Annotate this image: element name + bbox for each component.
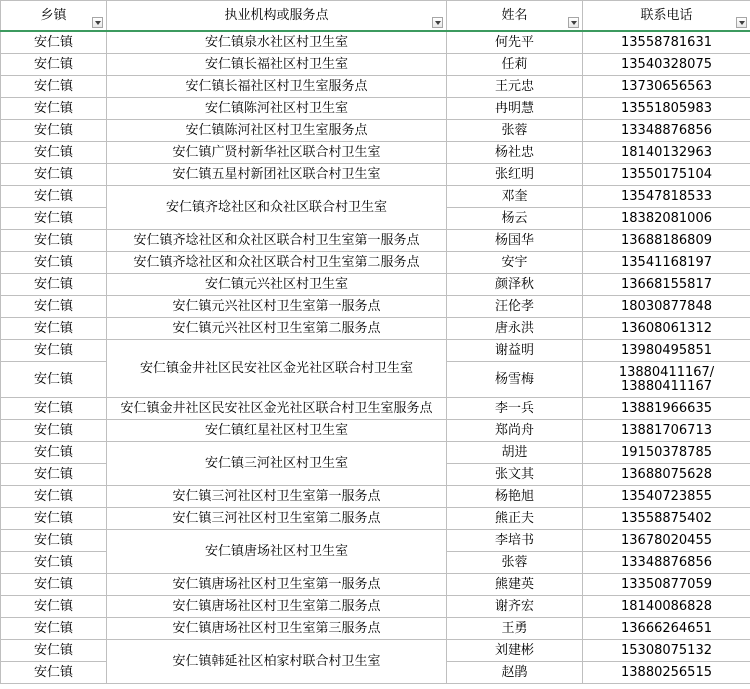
cell-name[interactable]: 王元忠: [447, 76, 583, 98]
cell-phone[interactable]: 13881966635: [583, 398, 750, 420]
cell-town[interactable]: 安仁镇: [1, 464, 107, 486]
header-underline: [0, 30, 750, 32]
cell-phone[interactable]: 19150378785: [583, 442, 750, 464]
cell-town[interactable]: 安仁镇: [1, 252, 107, 274]
cell-phone[interactable]: 13540328075: [583, 54, 750, 76]
table-row: [1, 164, 750, 186]
table-row: [1, 340, 750, 362]
cell-town[interactable]: 安仁镇: [1, 552, 107, 574]
header-row: [1, 1, 750, 32]
cell-phone[interactable]: 13540723855: [583, 486, 750, 508]
cell-phone[interactable]: 13688075628: [583, 464, 750, 486]
cell-name[interactable]: 王勇: [447, 618, 583, 640]
header-town-label: 乡镇: [40, 8, 67, 23]
cell-name[interactable]: 邓奎: [447, 186, 583, 208]
cell-org[interactable]: 安仁镇元兴社区村卫生室第一服务点: [107, 296, 447, 318]
header-town: [1, 1, 107, 32]
header-phone: [583, 1, 750, 32]
cell-name[interactable]: 杨云: [447, 208, 583, 230]
cell-org[interactable]: 安仁镇泉水社区村卫生室: [107, 32, 447, 54]
cell-org[interactable]: 安仁镇陈河社区村卫生室: [107, 98, 447, 120]
cell-phone[interactable]: 13880411167/ 13880411167: [583, 362, 750, 398]
cell-town[interactable]: 安仁镇: [1, 208, 107, 230]
table-row: [1, 420, 750, 442]
cell-town[interactable]: 安仁镇: [1, 164, 107, 186]
cell-org[interactable]: 安仁镇三河社区村卫生室第二服务点: [107, 508, 447, 530]
cell-phone[interactable]: 13688186809: [583, 230, 750, 252]
cell-phone[interactable]: 18030877848: [583, 296, 750, 318]
filter-dropdown-icon[interactable]: [92, 17, 103, 28]
cell-org[interactable]: 安仁镇元兴社区村卫生室第二服务点: [107, 318, 447, 340]
table-row: [1, 142, 750, 164]
cell-org[interactable]: 安仁镇金井社区民安社区金光社区联合村卫生室: [107, 340, 447, 398]
cell-phone[interactable]: 18140132963: [583, 142, 750, 164]
cell-phone[interactable]: 13881706713: [583, 420, 750, 442]
table-row: [1, 530, 750, 552]
table-row: [1, 486, 750, 508]
cell-name[interactable]: 唐永洪: [447, 318, 583, 340]
cell-name[interactable]: 冉明慧: [447, 98, 583, 120]
cell-org[interactable]: 安仁镇五星村新团社区联合村卫生室: [107, 164, 447, 186]
cell-phone[interactable]: 13678020455: [583, 530, 750, 552]
cell-phone[interactable]: 13730656563: [583, 76, 750, 98]
cell-town[interactable]: 安仁镇: [1, 362, 107, 398]
cell-org[interactable]: 安仁镇三河社区村卫生室第一服务点: [107, 486, 447, 508]
cell-name[interactable]: 李一兵: [447, 398, 583, 420]
table-row: [1, 574, 750, 596]
cell-phone[interactable]: 13350877059: [583, 574, 750, 596]
cell-org[interactable]: 安仁镇元兴社区村卫生室: [107, 274, 447, 296]
cell-town[interactable]: 安仁镇: [1, 508, 107, 530]
cell-phone[interactable]: 13666264651: [583, 618, 750, 640]
cell-name[interactable]: 杨国华: [447, 230, 583, 252]
cell-name[interactable]: 熊建英: [447, 574, 583, 596]
cell-town[interactable]: 安仁镇: [1, 274, 107, 296]
cell-name[interactable]: 张文其: [447, 464, 583, 486]
table-row: [1, 252, 750, 274]
cell-phone[interactable]: 13668155817: [583, 274, 750, 296]
cell-phone[interactable]: 13348876856: [583, 120, 750, 142]
table-row: [1, 318, 750, 340]
cell-org[interactable]: 安仁镇红星社区村卫生室: [107, 420, 447, 442]
cell-phone[interactable]: 18382081006: [583, 208, 750, 230]
header-org-label: 执业机构或服务点: [224, 8, 329, 23]
cell-name[interactable]: 谢益明: [447, 340, 583, 362]
cell-phone[interactable]: 13550175104: [583, 164, 750, 186]
cell-org[interactable]: 安仁镇广贤村新华社区联合村卫生室: [107, 142, 447, 164]
table-row: [1, 76, 750, 98]
table-row: [1, 230, 750, 252]
cell-name[interactable]: 杨艳旭: [447, 486, 583, 508]
cell-phone[interactable]: 13880256515: [583, 662, 750, 684]
table-row: [1, 186, 750, 208]
cell-town[interactable]: 安仁镇: [1, 420, 107, 442]
cell-org[interactable]: 安仁镇唐场社区村卫生室第一服务点: [107, 574, 447, 596]
cell-town[interactable]: 安仁镇: [1, 76, 107, 98]
cell-org[interactable]: 安仁镇韩延社区柏家村联合村卫生室: [107, 640, 447, 684]
header-org: [107, 1, 447, 32]
cell-phone[interactable]: 13558781631: [583, 32, 750, 54]
cell-town[interactable]: 安仁镇: [1, 340, 107, 362]
table-row: [1, 640, 750, 662]
cell-org[interactable]: 安仁镇长福社区村卫生室服务点: [107, 76, 447, 98]
cell-name[interactable]: 何先平: [447, 32, 583, 54]
cell-phone[interactable]: 13608061312: [583, 318, 750, 340]
cell-name[interactable]: 谢齐宏: [447, 596, 583, 618]
header-name-label: 姓名: [501, 8, 528, 23]
table-row: [1, 508, 750, 530]
cell-org[interactable]: 安仁镇唐场社区村卫生室第二服务点: [107, 596, 447, 618]
cell-town[interactable]: 安仁镇: [1, 120, 107, 142]
cell-town[interactable]: 安仁镇: [1, 296, 107, 318]
cell-name[interactable]: 杨社忠: [447, 142, 583, 164]
cell-name[interactable]: 张红明: [447, 164, 583, 186]
cell-org[interactable]: 安仁镇长福社区村卫生室: [107, 54, 447, 76]
cell-name[interactable]: 熊正夫: [447, 508, 583, 530]
cell-org[interactable]: 安仁镇唐场社区村卫生室: [107, 530, 447, 574]
table-row: [1, 32, 750, 54]
cell-phone[interactable]: 13980495851: [583, 340, 750, 362]
header-phone-label: 联系电话: [640, 8, 693, 23]
cell-town[interactable]: 安仁镇: [1, 596, 107, 618]
table-row: [1, 442, 750, 464]
header-name: [447, 1, 583, 32]
cell-town[interactable]: 安仁镇: [1, 486, 107, 508]
filter-dropdown-icon[interactable]: [432, 17, 443, 28]
cell-town[interactable]: 安仁镇: [1, 186, 107, 208]
cell-town[interactable]: 安仁镇: [1, 662, 107, 684]
cell-phone[interactable]: 13547818533: [583, 186, 750, 208]
table-row: [1, 98, 750, 120]
cell-town[interactable]: 安仁镇: [1, 640, 107, 662]
filter-dropdown-icon[interactable]: [568, 17, 579, 28]
cell-name[interactable]: 张蓉: [447, 120, 583, 142]
cell-name[interactable]: 杨雪梅: [447, 362, 583, 398]
table-row: [1, 596, 750, 618]
cell-phone[interactable]: 13551805983: [583, 98, 750, 120]
cell-phone[interactable]: 15308075132: [583, 640, 750, 662]
cell-name[interactable]: 李培书: [447, 530, 583, 552]
cell-phone[interactable]: 13541168197: [583, 252, 750, 274]
cell-name[interactable]: 赵鹃: [447, 662, 583, 684]
cell-town[interactable]: 安仁镇: [1, 618, 107, 640]
cell-name[interactable]: 安宇: [447, 252, 583, 274]
cell-town[interactable]: 安仁镇: [1, 318, 107, 340]
table-row: [1, 274, 750, 296]
cell-org[interactable]: 安仁镇齐埝社区和众社区联合村卫生室第一服务点: [107, 230, 447, 252]
cell-town[interactable]: 安仁镇: [1, 98, 107, 120]
cell-name[interactable]: 任莉: [447, 54, 583, 76]
cell-org[interactable]: 安仁镇齐埝社区和众社区联合村卫生室第二服务点: [107, 252, 447, 274]
cell-name[interactable]: 张蓉: [447, 552, 583, 574]
cell-phone[interactable]: 13348876856: [583, 552, 750, 574]
cell-name[interactable]: 颜泽秋: [447, 274, 583, 296]
cell-name[interactable]: 刘建彬: [447, 640, 583, 662]
table-row: [1, 296, 750, 318]
cell-town[interactable]: 安仁镇: [1, 230, 107, 252]
cell-org[interactable]: 安仁镇陈河社区村卫生室服务点: [107, 120, 447, 142]
cell-town[interactable]: 安仁镇: [1, 142, 107, 164]
cell-town[interactable]: 安仁镇: [1, 54, 107, 76]
table-row: [1, 54, 750, 76]
cell-town[interactable]: 安仁镇: [1, 442, 107, 464]
table-row: [1, 398, 750, 420]
table-row: [1, 618, 750, 640]
filter-dropdown-icon[interactable]: [736, 17, 747, 28]
cell-town[interactable]: 安仁镇: [1, 530, 107, 552]
cell-org[interactable]: 安仁镇齐埝社区和众社区联合村卫生室: [107, 186, 447, 230]
cell-org[interactable]: 安仁镇金井社区民安社区金光社区联合村卫生室服务点: [107, 398, 447, 420]
cell-town[interactable]: 安仁镇: [1, 574, 107, 596]
cell-name[interactable]: 汪伦孝: [447, 296, 583, 318]
table-row: [1, 120, 750, 142]
cell-town[interactable]: 安仁镇: [1, 32, 107, 54]
cell-org[interactable]: 安仁镇唐场社区村卫生室第三服务点: [107, 618, 447, 640]
cell-phone[interactable]: 18140086828: [583, 596, 750, 618]
cell-name[interactable]: 胡进: [447, 442, 583, 464]
cell-org[interactable]: 安仁镇三河社区村卫生室: [107, 442, 447, 486]
cell-phone[interactable]: 13558875402: [583, 508, 750, 530]
cell-name[interactable]: 郑尚舟: [447, 420, 583, 442]
cell-town[interactable]: 安仁镇: [1, 398, 107, 420]
